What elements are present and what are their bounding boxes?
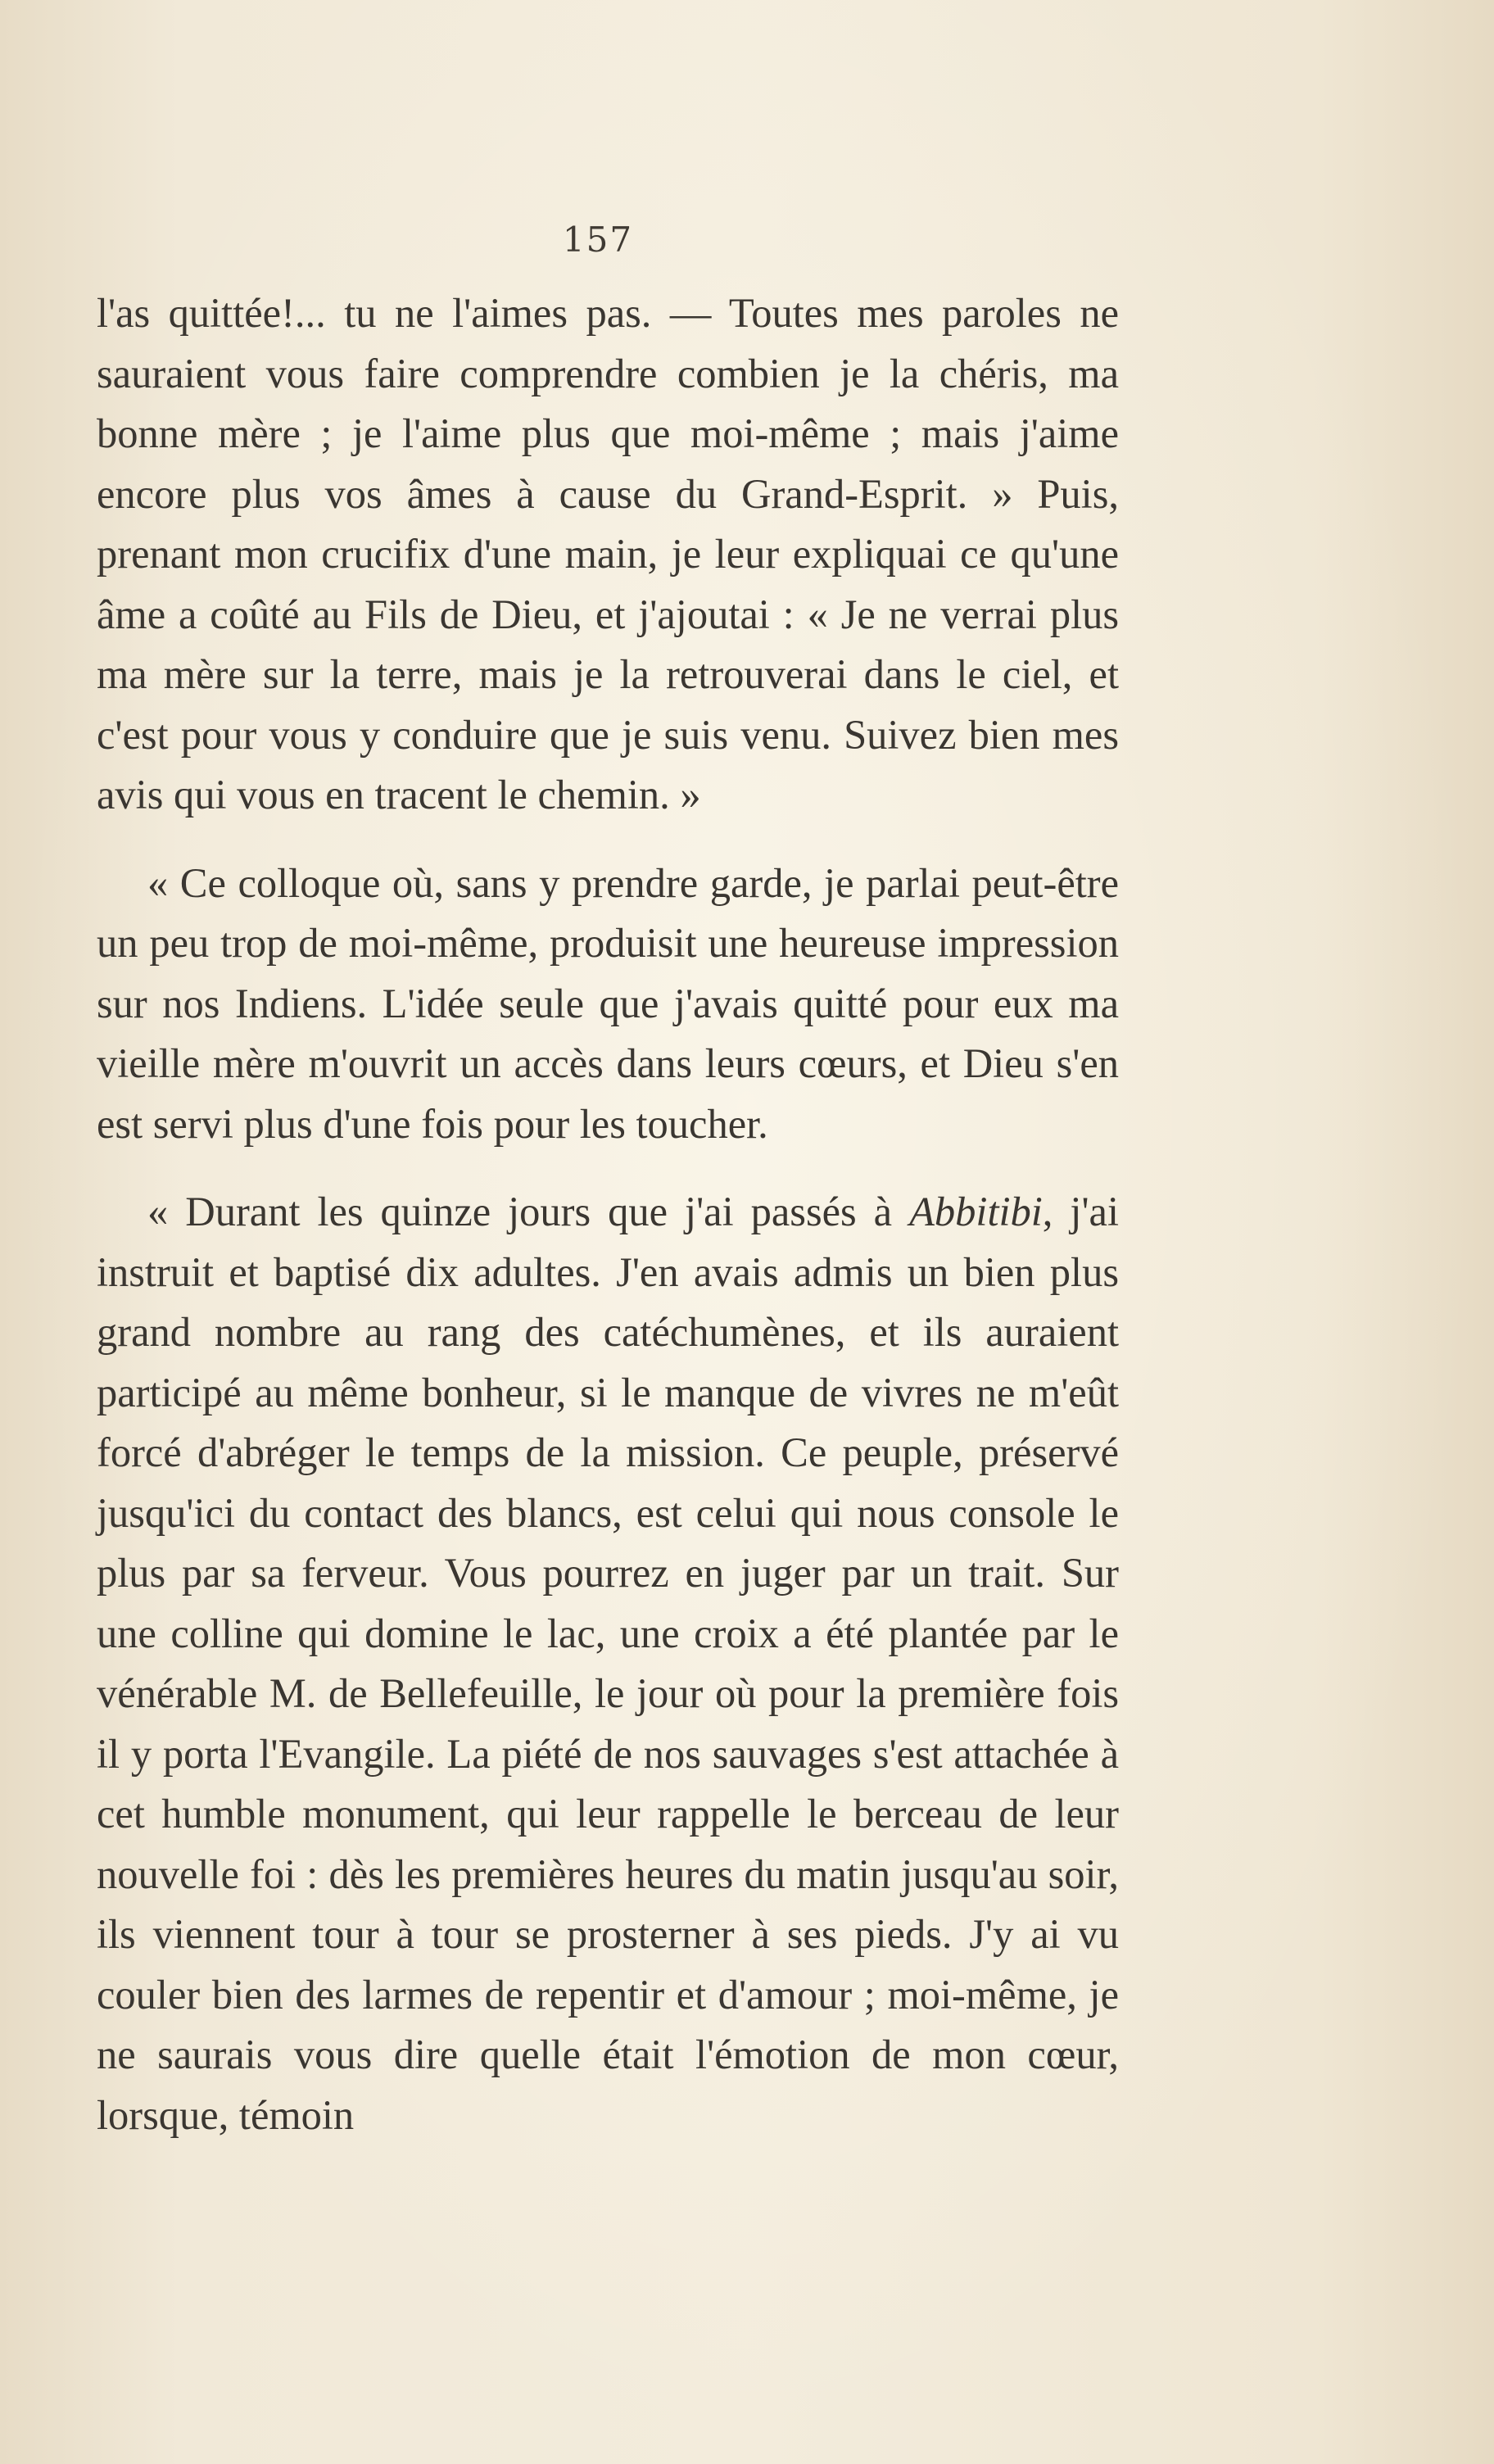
body-text: [97, 283, 1119, 2145]
paragraph-1: l'as quittée!... tu ne l'aimes pas. — Toutes mes paroles ne sauraient vous faire comprendre combien je la chéris, ma bonne mère ; je l'aime plus que moi-même ; mais j'aime encore plus vos âmes à cause du Grand-Esprit. » Puis, prenant mon crucifix d'une main, je leur expliquai ce qu'une âme a coûté au Fils de Dieu, et j'ajoutai : « Je ne verrai plus ma mère sur la terre, mais je la retrouverai dans le ciel, et c'est pour vous y conduire que je suis venu. Suivez bien mes avis qui vous en tracent le chemin. »: [97, 290, 1119, 818]
paragraph-3-start: « Durant les quinze jours que j'ai passés à: [147, 1189, 910, 1234]
paragraph-3: [97, 1182, 1119, 2145]
paragraph-3-rest: , j'ai instruit et baptisé dix adultes. J'en avais admis un bien plus grand nombre au rang des catéchumènes, et ils auraient participé au même bonheur, si le manque de vivres ne m'eût forcé d'abréger le temps de la mission. Ce peuple, préservé jusqu'ici du contact des blancs, est celui qui nous console le plus par sa ferveur. Vous pourrez en juger par un trait. Sur une colline qui domine le lac, une croix a été plantée par le vénérable M. de Bellefeuille, le jour où pour la première fois il y porta l'Evangile. La piété de nos sauvages s'est attachée à cet humble monument, qui leur rappelle le berceau de leur nouvelle foi : dès les premières heures du matin jusqu'au soir, ils viennent tour à tour se prosterner à ses pieds. J'y ai vu couler bien des larmes de repentir et d'amour ; moi-même, je ne saurais vous dire quelle était l'émotion de mon cœur, lorsque, témoin: [97, 1189, 1119, 2138]
page-number: 157: [562, 220, 634, 260]
place-name-abbitibi: Abbitibi: [909, 1189, 1043, 1234]
paragraph-2: « Ce colloque où, sans y prendre garde, je parlai peut-être un peu trop de moi-même, produisit une heureuse impression sur nos Indiens. L'idée seule que j'avais quitté pour eux ma vieille mère m'ouvrit un accès dans leurs cœurs, et Dieu s'en est servi plus d'une fois pour les toucher.: [97, 859, 1119, 1147]
